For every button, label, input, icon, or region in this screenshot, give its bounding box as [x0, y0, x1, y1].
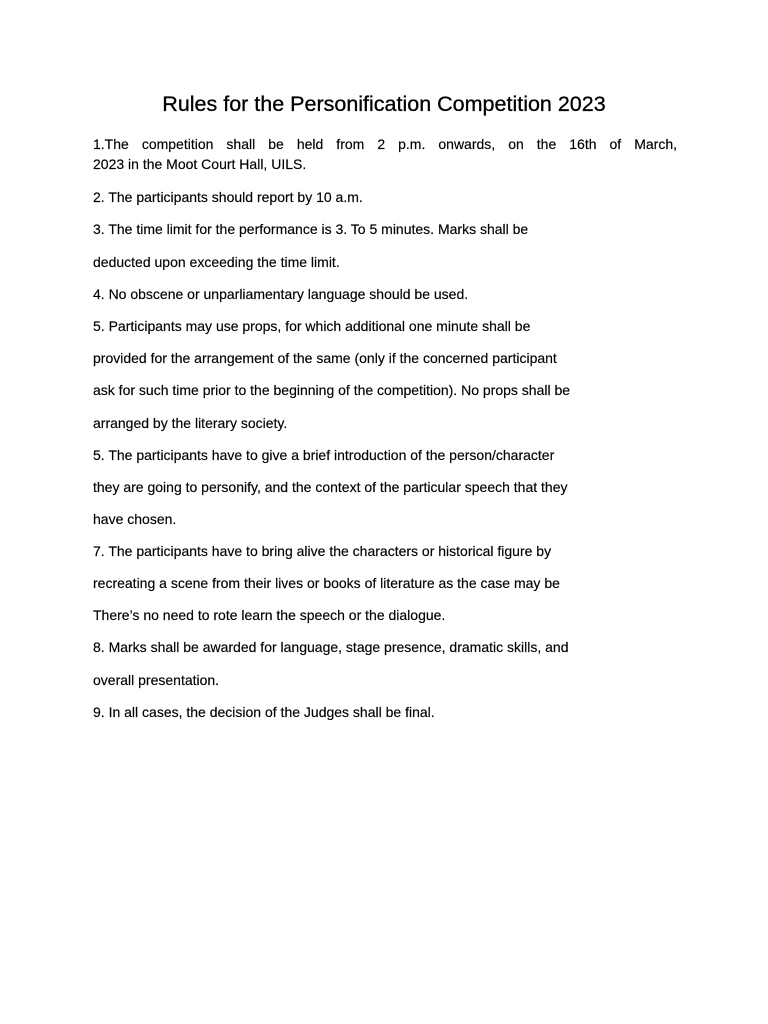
rule-4-line-1: 4. No obscene or unparliamentary language should be used.: [93, 286, 469, 302]
rule-7-line-1: 7. The participants have to bring alive the characters or historical figure by: [93, 543, 552, 559]
rule-5-line-1: 5. Participants may use props, for which additional one minute shall be: [93, 318, 531, 334]
rule-8-line-1: 8. Marks shall be awarded for language, stage presence, dramatic skills, and: [93, 639, 569, 655]
rule-7-line-3: There’s no need to rote learn the speech or the dialogue.: [93, 607, 446, 623]
rule-9-line-1: 9. In all cases, the decision of the Judges shall be final.: [93, 704, 435, 720]
rule-8-line-2: overall presentation.: [93, 672, 220, 688]
rule-5-line-2: provided for the arrangement of the same (only if the concerned participant: [93, 350, 557, 366]
rule-5-line-4: arranged by the literary society.: [93, 415, 288, 431]
document-title: Rules for the Personification Competition 2023: [162, 92, 606, 116]
rule-3-line-1: 3. The time limit for the performance is 3. To 5 minutes. Marks shall be: [93, 221, 529, 237]
rule-6-line-3: have chosen.: [93, 511, 177, 527]
rule-5-line-3: ask for such time prior to the beginning of the competition). No props shall be: [93, 382, 571, 398]
rule-3-line-2: deducted upon exceeding the time limit.: [93, 254, 340, 270]
rule-6-line-2: they are going to personify, and the context of the particular speech that they: [93, 479, 568, 495]
rule-1-line-1: 1.The competition shall be held from 2 p.m. onwards, on the 16th of March,: [93, 136, 677, 152]
rule-1-line-2: 2023 in the Moot Court Hall, UILS.: [93, 156, 307, 172]
rule-6-line-1: 5. The participants have to give a brief introduction of the person/character: [93, 447, 555, 463]
rule-7-line-2: recreating a scene from their lives or books of literature as the case may be: [93, 575, 560, 591]
rule-2-line-1: 2. The participants should report by 10 a.m.: [93, 189, 363, 205]
